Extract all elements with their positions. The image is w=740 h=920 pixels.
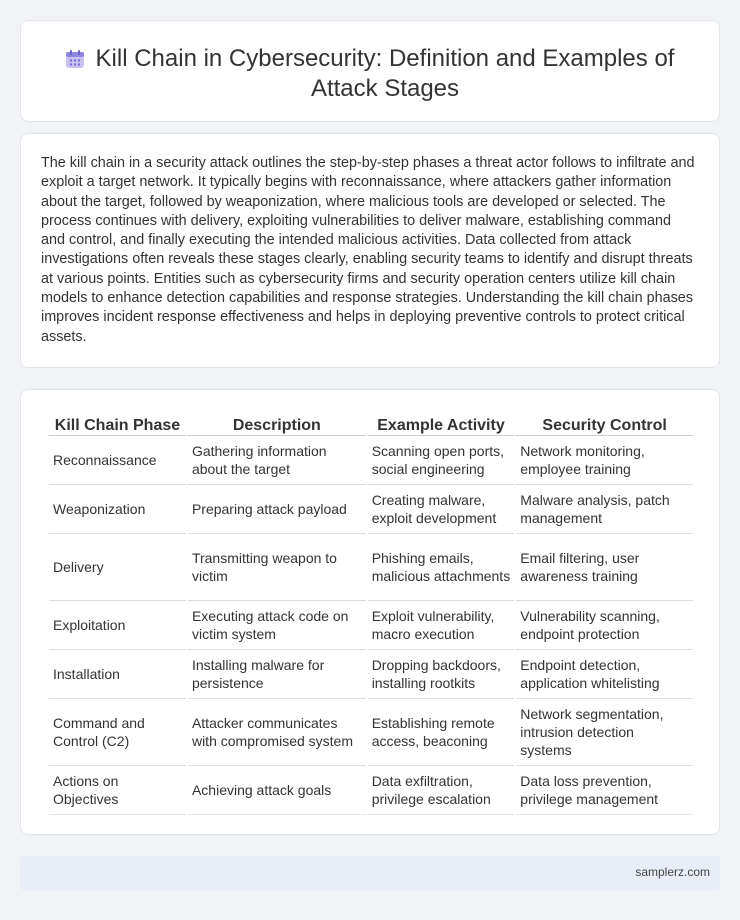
- cell-example-activity: Data exfiltration, privilege escalation: [368, 766, 515, 815]
- cell-phase: Delivery: [49, 534, 186, 601]
- table-row: [49, 436, 693, 485]
- table-row: [49, 650, 693, 699]
- cell-security-control: Email filtering, user awareness training: [516, 534, 693, 601]
- cell-example-activity: Phishing emails, malicious attachments: [368, 534, 515, 601]
- intro-paragraph: The kill chain in a security attack outlines the step-by-step phases a threat actor follows to infiltrate and exploit a target network. It typically begins with reconnaissance, where attackers gather information about the target, followed by weaponization, where malicious tools are developed or selected. The process continues with delivery, exploiting vulnerabilities to deliver malware, establishing command and control, and finally executing the intended malicious activities. Data collected from attack investigations often reveals these stages clearly, enabling security teams to identify and disrupt threats at various points. Entities such as cybersecurity firms and security operation centers utilize kill chain models to enhance detection capabilities and response strategies. Understanding the kill chain phases improves incident response effectiveness and helps in deploying preventive controls to protect critical assets.: [41, 155, 695, 345]
- table-row: [49, 601, 693, 650]
- cell-description: Attacker communicates with compromised system: [188, 699, 366, 766]
- header-description: Description: [188, 412, 366, 436]
- cell-description: Gathering information about the target: [188, 436, 366, 485]
- cell-phase: Actions on Objectives: [49, 766, 186, 815]
- cell-security-control: Data loss prevention, privilege management: [516, 766, 693, 815]
- kill-chain-table: [47, 412, 695, 815]
- cell-example-activity: Exploit vulnerability, macro execution: [368, 601, 515, 650]
- cell-security-control: Vulnerability scanning, endpoint protection: [516, 601, 693, 650]
- cell-example-activity: Scanning open ports, social engineering: [368, 436, 515, 485]
- cell-description: Achieving attack goals: [188, 766, 366, 815]
- cell-example-activity: Dropping backdoors, installing rootkits: [368, 650, 515, 699]
- cell-phase: Exploitation: [49, 601, 186, 650]
- title-card: [20, 20, 720, 122]
- cell-description: Transmitting weapon to victim: [188, 534, 366, 601]
- header-phase: Kill Chain Phase: [49, 412, 186, 436]
- table-card: [20, 389, 720, 835]
- cell-phase: Weaponization: [49, 485, 186, 534]
- cell-description: Installing malware for persistence: [188, 650, 366, 699]
- header-security-control: Security Control: [516, 412, 693, 436]
- table-header-row: [49, 412, 693, 436]
- table-row: [49, 485, 693, 534]
- intro-card: [20, 133, 720, 368]
- cell-example-activity: Establishing remote access, beaconing: [368, 699, 515, 766]
- cell-description: Preparing attack payload: [188, 485, 366, 534]
- cell-security-control: Malware analysis, patch management: [516, 485, 693, 534]
- cell-security-control: Endpoint detection, application whitelisting: [516, 650, 693, 699]
- table-row: [49, 766, 693, 815]
- cell-phase: Reconnaissance: [49, 436, 186, 485]
- cell-description: Executing attack code on victim system: [188, 601, 366, 650]
- cell-phase: Installation: [49, 650, 186, 699]
- table-row: [49, 534, 693, 601]
- cell-security-control: Network segmentation, intrusion detection systems: [516, 699, 693, 766]
- cell-example-activity: Creating malware, exploit development: [368, 485, 515, 534]
- table-row: [49, 699, 693, 766]
- page-title: Kill Chain in Cybersecurity: Definition and Examples of Attack Stages: [95, 45, 675, 102]
- footer-site-link[interactable]: samplerz.com: [635, 865, 710, 879]
- header-example-activity: Example Activity: [368, 412, 515, 436]
- footer-bar: [20, 856, 720, 890]
- cell-phase: Command and Control (C2): [49, 699, 186, 766]
- cell-security-control: Network monitoring, employee training: [516, 436, 693, 485]
